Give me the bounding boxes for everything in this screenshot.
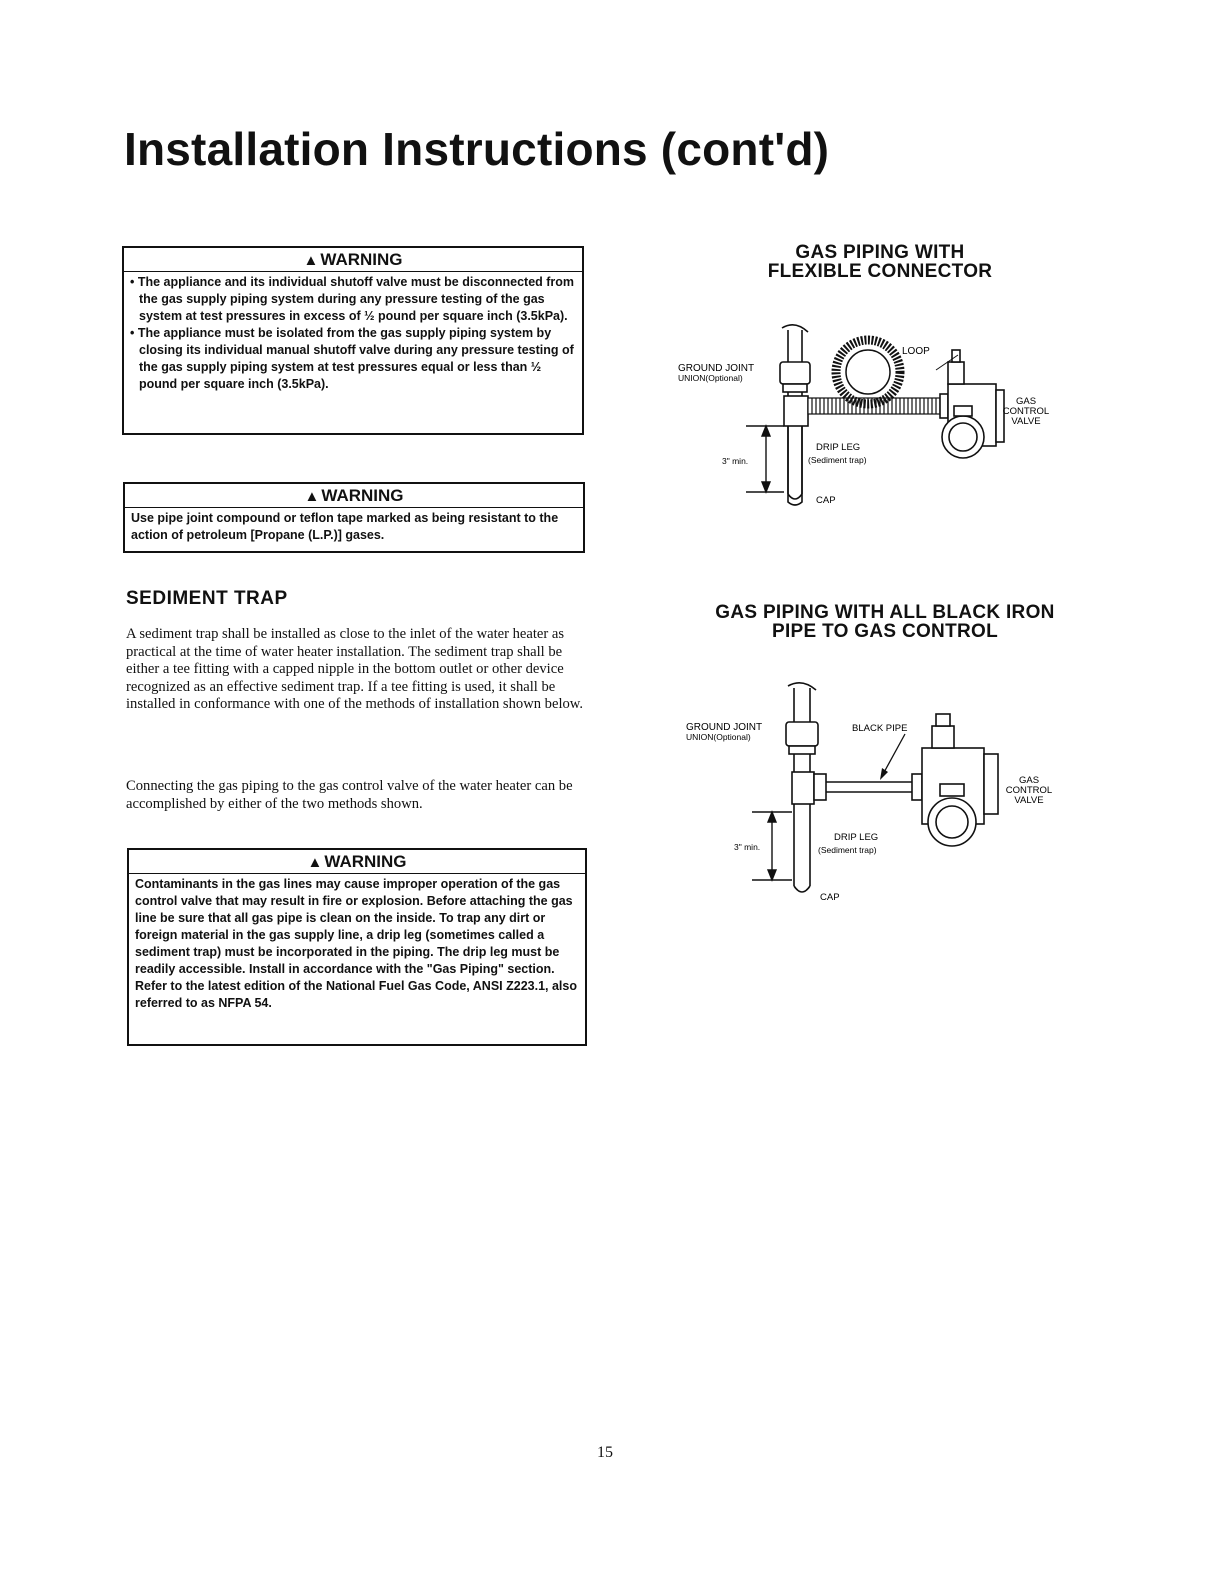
warning-box-contaminants bbox=[127, 848, 587, 1046]
label-loop: LOOP bbox=[902, 346, 930, 357]
label-gas: GAS bbox=[1015, 396, 1037, 407]
warning-bullet: • The appliance and its individual shutoff valve must be disconnected from the gas supply piping system during any pressure testing of the gas system at test pressures in excess of ½ pound per square inch (3.5kPa). bbox=[130, 275, 575, 323]
label-union-optional: UNION(Optional) bbox=[678, 373, 743, 383]
flexible-connector-diagram bbox=[660, 310, 1080, 520]
label-control: CONTROL bbox=[1002, 406, 1050, 417]
gas-control-valve bbox=[940, 350, 1004, 458]
label-sediment-trap: (Sediment trap) bbox=[818, 845, 877, 855]
warning-triangle-icon: ▲ bbox=[307, 854, 323, 871]
diagram1-title: GAS PIPING WITH FLEXIBLE CONNECTOR bbox=[767, 242, 993, 282]
tee-fitting bbox=[792, 772, 814, 804]
page-number: 15 bbox=[597, 1444, 613, 1461]
label-min-length: 3" min. bbox=[722, 456, 749, 466]
label-black-pipe: BLACK PIPE bbox=[852, 723, 908, 734]
diagram2-title: GAS PIPING WITH ALL BLACK IRON PIPE TO GAS CONTROL bbox=[715, 602, 1055, 642]
warning-text: Contaminants in the gas lines may cause improper operation of the gas control valve that may result in fire or explosion. Before attaching the gas line be sure that all gas pipe is clean on the inside. To trap any dirt or foreign material in the gas supply line, a drip leg (sometimes called a sediment trap) must be incorporated in the piping. The drip leg must be readily accessible. Install in accordance with the "Gas Piping" section. Refer to the latest edition of the National Fuel Gas Code, ANSI Z223.1, also referred to as NFPA 54. bbox=[135, 877, 577, 1010]
label-ground-joint: GROUND JOINT bbox=[678, 363, 755, 374]
sediment-trap-paragraph: A sediment trap shall be installed as close to the inlet of the water heater as practical at the time of water heater installation. The sediment trap shall be either a tee fitting with a capped nipple in the bottom outlet or other device recognized as an effective sediment trap. If a tee fitting is used, it shall be installed in conformance with one of the methods of installation shown below. bbox=[126, 626, 584, 713]
warning-bullet: • The appliance must be isolated from the gas supply piping system by closing its individual manual shutoff valve during any pressure testing of the gas supply piping system at test pressures equal or less than ½ pound per square inch (3.5kPa). bbox=[130, 326, 574, 391]
label-cap: CAP bbox=[816, 495, 836, 506]
warning-triangle-icon: ▲ bbox=[303, 252, 319, 269]
warning-triangle-icon: ▲ bbox=[304, 488, 320, 505]
union-fitting bbox=[780, 362, 810, 392]
label-drip-leg: DRIP LEG bbox=[816, 442, 861, 453]
label-sediment-trap: (Sediment trap) bbox=[808, 455, 867, 465]
dimension-arrow bbox=[746, 426, 784, 492]
label-valve: VALVE bbox=[1014, 795, 1044, 806]
black-pipe bbox=[826, 782, 912, 792]
union-fitting bbox=[786, 722, 818, 754]
label-gas: GAS bbox=[1018, 775, 1040, 786]
label-control: CONTROL bbox=[1005, 785, 1053, 796]
label-valve: VALVE bbox=[1011, 416, 1041, 427]
label-cap: CAP bbox=[820, 892, 840, 903]
page-title: Installation Instructions (cont'd) bbox=[124, 123, 830, 175]
label-drip-leg: DRIP LEG bbox=[834, 832, 879, 843]
tee-fitting bbox=[784, 396, 808, 426]
black-iron-pipe-diagram bbox=[672, 676, 1082, 906]
connecting-paragraph: Connecting the gas piping to the gas control valve of the water heater can be accomplished by either of the two methods shown. bbox=[126, 778, 573, 812]
loop-coil bbox=[836, 340, 900, 404]
label-min-length: 3" min. bbox=[734, 842, 761, 852]
gas-control-valve bbox=[912, 714, 998, 846]
drip-leg bbox=[788, 426, 802, 499]
warning-heading: ▲ WARNING bbox=[129, 850, 585, 874]
warning-heading: ▲ WARNING bbox=[124, 248, 582, 272]
label-ground-joint: GROUND JOINT bbox=[686, 722, 763, 733]
warning-text: Use pipe joint compound or teflon tape marked as being resistant to the action of petroleum [Propane (L.P.)] gases. bbox=[131, 511, 559, 542]
label-union-optional: UNION(Optional) bbox=[686, 732, 751, 742]
warning-box-pressure-test bbox=[122, 246, 584, 435]
warning-box-pipe-compound bbox=[123, 482, 585, 553]
section-heading-sediment-trap: SEDIMENT TRAP bbox=[126, 588, 288, 609]
warning-heading: ▲ WARNING bbox=[125, 484, 583, 508]
